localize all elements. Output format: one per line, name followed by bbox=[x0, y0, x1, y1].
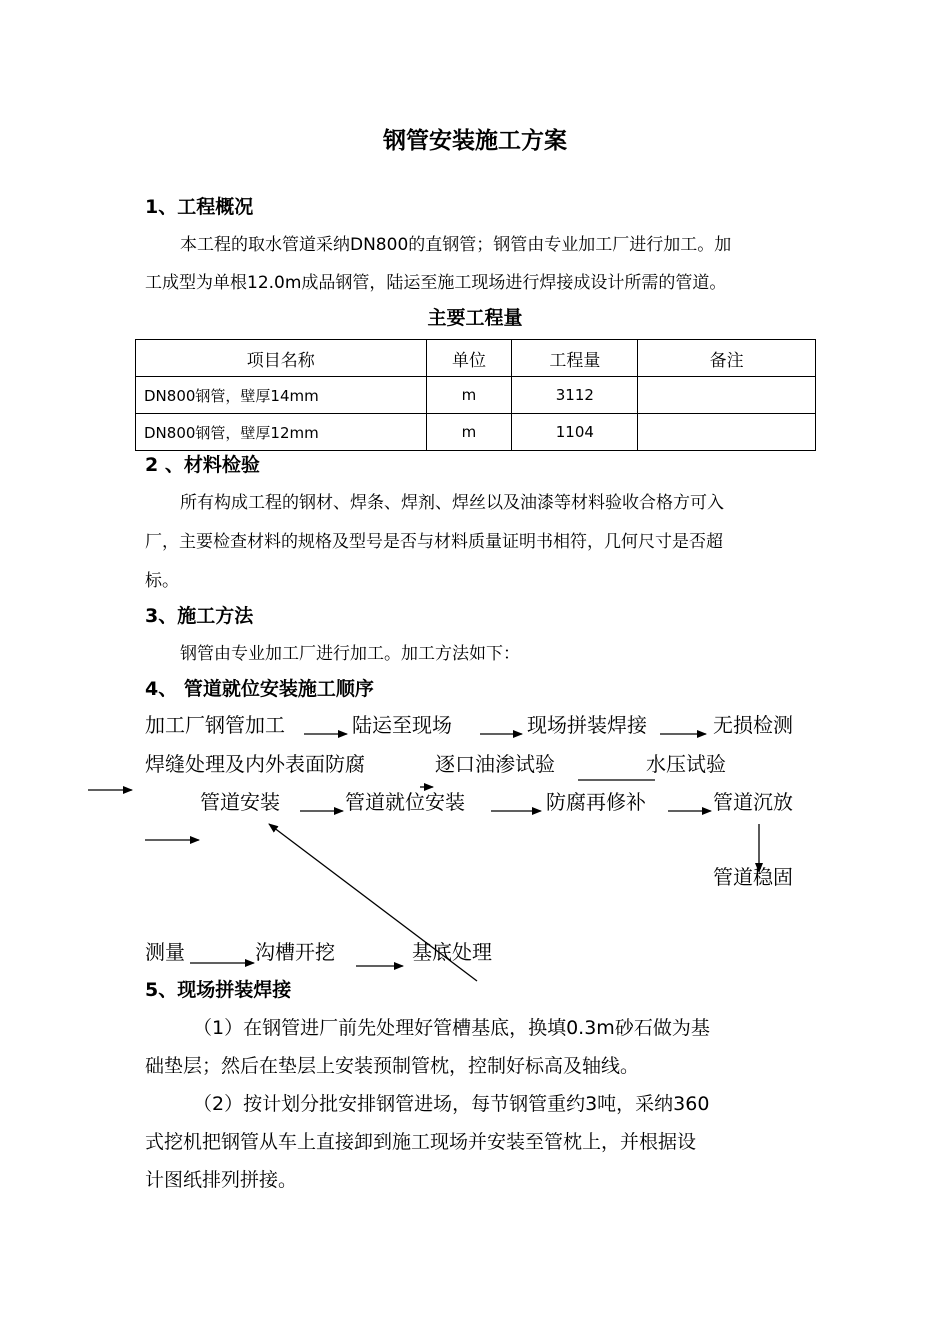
section-heading-4: 4、 管道就位安装施工顺序 bbox=[145, 678, 374, 700]
section1-paragraph-line2: 工成型为单根12.0m成品钢管，陆运至施工现场进行焊接成设计所需的管道。 bbox=[145, 273, 727, 293]
section5-paragraph2-line1: （2）按计划分批安排钢管进场，每节钢管重约3吨，采纳360 bbox=[193, 1093, 710, 1115]
flow-step: 陆运至现场 bbox=[352, 713, 452, 737]
table-header-cell: 工程量 bbox=[512, 340, 638, 377]
table-header-row bbox=[136, 340, 816, 377]
page-title: 钢管安装施工方案 bbox=[383, 128, 567, 154]
section-heading-2: 2 、材料检验 bbox=[145, 454, 260, 476]
flow-step: 焊缝处理及内外表面防腐 bbox=[145, 752, 365, 776]
section-heading-3: 3、施工方法 bbox=[145, 605, 254, 627]
section3-paragraph: 钢管由专业加工厂进行加工。加工方法如下： bbox=[180, 644, 520, 664]
section2-paragraph-line1: 所有构成工程的钢材、焊条、焊剂、焊丝以及油漆等材料验收合格方可入 bbox=[180, 493, 724, 513]
table-cell-item: DN800钢管，壁厚12mm bbox=[136, 414, 427, 451]
flow-step: 测量 bbox=[145, 940, 185, 964]
section5-paragraph1-line2: 础垫层；然后在垫层上安装预制管枕，控制好标高及轴线。 bbox=[145, 1055, 640, 1077]
flow-step: 加工厂钢管加工 bbox=[145, 713, 285, 737]
table-row bbox=[136, 377, 816, 414]
section-heading-5: 5、现场拼装焊接 bbox=[145, 979, 292, 1001]
table-header-cell: 备注 bbox=[638, 340, 816, 377]
flow-step: 现场拼装焊接 bbox=[527, 713, 647, 737]
flow-step: 沟槽开挖 bbox=[255, 940, 335, 964]
flow-step: 管道稳固 bbox=[713, 865, 793, 889]
quantities-table bbox=[135, 339, 816, 451]
flow-step: 基底处理 bbox=[412, 940, 492, 964]
section2-paragraph-line2: 厂，主要检查材料的规格及型号是否与材料质量证明书相符，几何尺寸是否超 bbox=[145, 532, 723, 552]
section5-paragraph2-line2: 式挖机把钢管从车上直接卸到施工现场并安装至管枕上，并根据设 bbox=[145, 1131, 697, 1153]
section2-paragraph-line3: 标。 bbox=[145, 571, 179, 591]
table-cell-remark bbox=[638, 414, 816, 451]
table-cell-item: DN800钢管，壁厚14mm bbox=[136, 377, 427, 414]
flow-step: 防腐再修补 bbox=[546, 790, 646, 814]
flow-step: 管道安装 bbox=[200, 790, 280, 814]
table-row bbox=[136, 414, 816, 451]
table-cell-quantity: 3112 bbox=[512, 377, 638, 414]
table-caption: 主要工程量 bbox=[427, 307, 523, 329]
flow-step: 管道就位安装 bbox=[345, 790, 465, 814]
table-cell-unit: m bbox=[426, 377, 512, 414]
section1-paragraph-line1: 本工程的取水管道采纳DN800的直钢管；钢管由专业加工厂进行加工。加 bbox=[180, 235, 732, 255]
table-cell-remark bbox=[638, 377, 816, 414]
table-header-cell: 项目名称 bbox=[136, 340, 427, 377]
table-cell-quantity: 1104 bbox=[512, 414, 638, 451]
section5-paragraph2-line3: 计图纸排列拼接。 bbox=[145, 1169, 298, 1191]
flow-step: 管道沉放 bbox=[713, 790, 793, 814]
flow-step: 逐口油渗试验 bbox=[435, 752, 555, 776]
flow-step: 水压试验 bbox=[646, 752, 726, 776]
table-cell-unit: m bbox=[426, 414, 512, 451]
flow-step: 无损检测 bbox=[713, 713, 793, 737]
section-heading-1: 1、工程概况 bbox=[145, 196, 254, 218]
section5-paragraph1-line1: （1）在钢管进厂前先处理好管槽基底，换填0.3m砂石做为基 bbox=[193, 1017, 710, 1039]
table-header-cell: 单位 bbox=[426, 340, 512, 377]
